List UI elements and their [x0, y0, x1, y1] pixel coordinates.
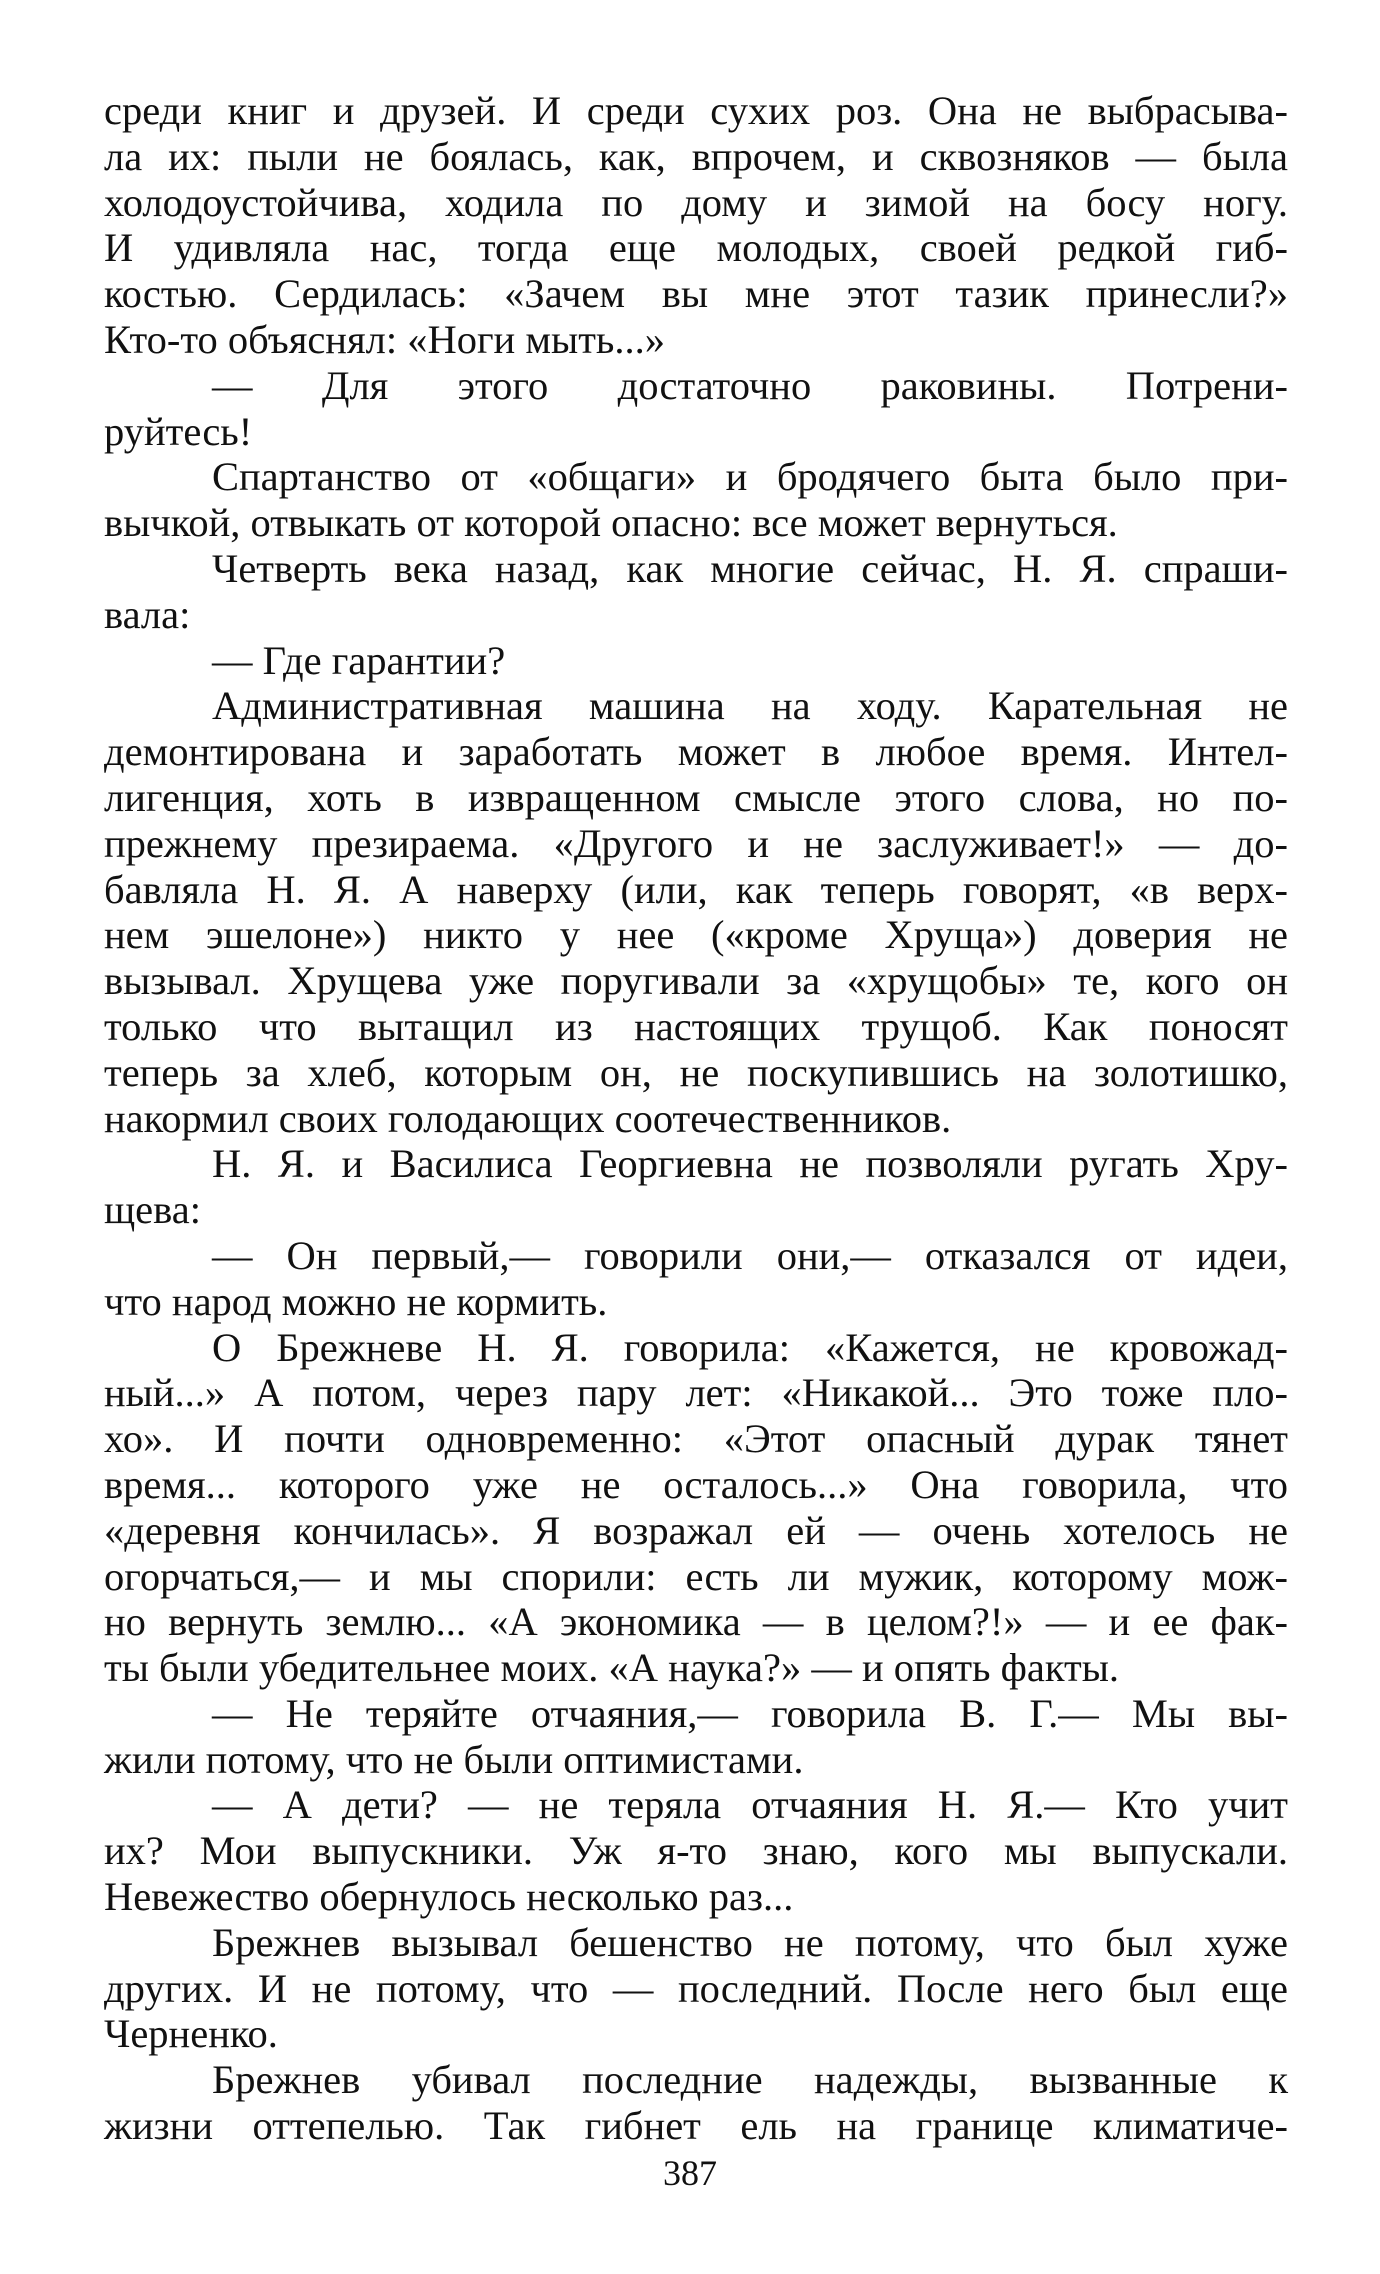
- paragraph: [104, 2057, 1288, 2149]
- text-line: ный...» А потом, через пару лет: «Никакой... Это тоже пло-: [104, 1370, 1288, 1416]
- text-line: их? Мои выпускники. Уж я-то знаю, кого мы выпускали.: [104, 1828, 1288, 1874]
- text-line: ты были убедительнее моих. «А наука?» — и опять факты.: [104, 1645, 1120, 1691]
- text-line: Брежнев убивал последние надежды, вызванные к: [212, 2057, 1288, 2103]
- text-line: И удивляла нас, тогда еще молодых, своей редкой гиб-: [104, 225, 1288, 271]
- text-line: холодоустойчива, ходила по дому и зимой на босу ногу.: [104, 179, 1288, 225]
- text-line: Н. Я. и Василиса Георгиевна не позволяли ругать Хру-: [212, 1141, 1288, 1187]
- text-line: Черненко.: [104, 2011, 278, 2057]
- text-line: Брежнев вызывал бешенство не потому, что был хуже: [212, 1919, 1288, 1965]
- paragraph: [104, 1325, 1288, 1691]
- text-line: демонтирована и заработать может в любое время. Интел-: [104, 729, 1288, 775]
- paragraph: [104, 1782, 1288, 1919]
- text-line: вызывал. Хрущева уже поругивали за «хрущобы» те, кого он: [104, 958, 1288, 1004]
- text-line: Спартанство от «общаги» и бродячего быта было при-: [212, 454, 1288, 500]
- paragraph: [104, 88, 1288, 363]
- text-line: О Брежневе Н. Я. говорила: «Кажется, не кровожад-: [212, 1324, 1288, 1370]
- text-line: — Он первый,— говорили они,— отказался от идеи,: [212, 1232, 1288, 1278]
- text-line: бавляла Н. Я. А наверху (или, как теперь говорят, «в верх-: [104, 866, 1288, 912]
- page-number: 387: [663, 2153, 717, 2193]
- text-line: — Для этого достаточно раковины. Потрени-: [212, 362, 1288, 408]
- text-line: накормил своих голодающих соотечественников.: [104, 1095, 952, 1141]
- paragraph: [104, 546, 1288, 638]
- text-line: щева:: [104, 1187, 201, 1233]
- text-line: но вернуть землю... «А экономика — в целом?!» — и ее фак-: [104, 1599, 1288, 1645]
- text-line: других. И не потому, что — последний. После него был еще: [104, 1965, 1288, 2011]
- text-line: только что вытащил из настоящих трущоб. Как поносят: [104, 1003, 1288, 1049]
- text-line: Кто-то объяснял: «Ноги мыть...»: [104, 316, 665, 362]
- text-line: жили потому, что не были оптимистами.: [104, 1736, 804, 1782]
- paragraph: [104, 1920, 1288, 2057]
- text-line: Четверть века назад, как многие сейчас, Н. Я. спраши-: [212, 545, 1288, 591]
- text-line: среди книг и друзей. И среди сухих роз. Она не выбрасыва-: [104, 88, 1288, 133]
- text-line: — А дети? — не теряла отчаяния Н. Я.— Кто учит: [212, 1782, 1288, 1828]
- text-line: — Где гарантии?: [212, 637, 506, 683]
- text-line: вычкой, отвыкать от которой опасно: все может вернуться.: [104, 500, 1118, 546]
- text-line: прежнему презираема. «Другого и не заслуживает!» — до-: [104, 820, 1288, 866]
- text-line: Невежество обернулось несколько раз...: [104, 1874, 794, 1920]
- paragraph: [104, 683, 1288, 1141]
- text-line: что народ можно не кормить.: [104, 1278, 608, 1324]
- text-line: хо». И почти одновременно: «Этот опасный дурак тянет: [104, 1416, 1288, 1462]
- text-line: вала:: [104, 591, 191, 637]
- text-line: нем эшелоне») никто у нее («кроме Хруща») доверия не: [104, 912, 1288, 958]
- text-line: Административная машина на ходу. Карательная не: [212, 683, 1288, 729]
- page-text: [104, 88, 1288, 2149]
- text-line: руйтесь!: [104, 408, 253, 454]
- paragraph: [104, 1141, 1288, 1233]
- paragraph: [104, 1233, 1288, 1325]
- text-line: огорчаться,— и мы спорили: есть ли мужик, которому мож-: [104, 1553, 1288, 1599]
- paragraph: [104, 1691, 1288, 1783]
- text-line: лигенция, хоть в извращенном смысле этого слова, но по-: [104, 774, 1288, 820]
- paragraph: [104, 454, 1288, 546]
- text-line: теперь за хлеб, которым он, не поскупившись на золотишко,: [104, 1049, 1288, 1095]
- text-line: ла их: пыли не боялась, как, впрочем, и сквозняков — была: [104, 133, 1288, 179]
- paragraph: [104, 363, 1288, 455]
- text-line: «деревня кончилась». Я возражал ей — очень хотелось не: [104, 1507, 1288, 1553]
- text-line: костью. Сердилась: «Зачем вы мне этот тазик принесли?»: [104, 271, 1288, 317]
- text-line: время... которого уже не осталось...» Она говорила, что: [104, 1461, 1288, 1507]
- paragraph: [104, 638, 1288, 684]
- text-line: — Не теряйте отчаяния,— говорила В. Г.— Мы вы-: [212, 1690, 1288, 1736]
- text-line: жизни оттепелью. Так гибнет ель на границе климатиче-: [104, 2103, 1288, 2149]
